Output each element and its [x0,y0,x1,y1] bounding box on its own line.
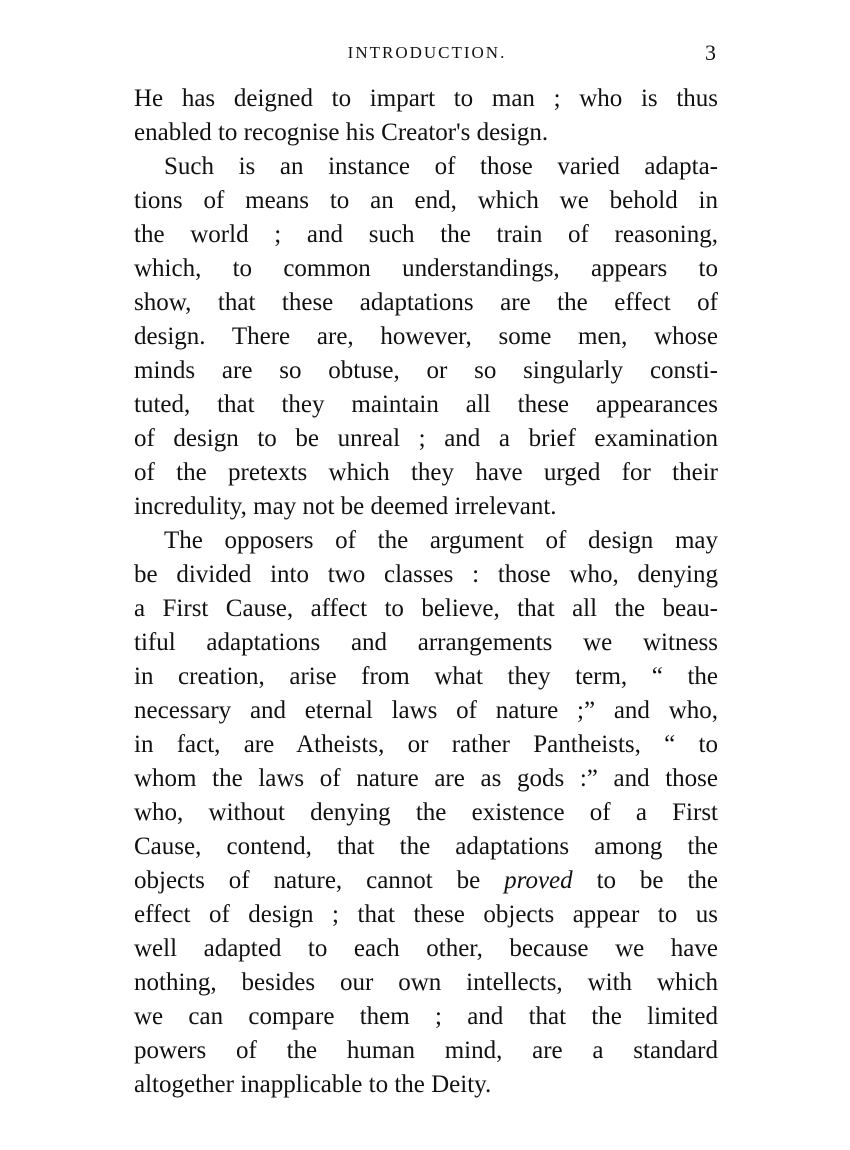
text-line: Cause, contend, that the adaptations among the [134,833,718,860]
text-line: the world ; and such the train of reasoning, [134,221,718,248]
text-line: altogether inapplicable to the Deity. [134,1071,492,1098]
text-line: effect of design ; that these objects appear to us [134,901,718,928]
text-line: of design to be unreal ; and a brief examination [134,425,718,452]
text-line: of the pretexts which they have urged for their [134,459,718,486]
text-line: we can compare them ; and that the limited [134,1003,718,1030]
text-line: necessary and eternal laws of nature ;” and who, [134,697,718,724]
text-line: incredulity, may not be deemed irrelevant. [134,493,557,520]
text-line: tions of means to an end, which we behold in [134,187,718,214]
italic-word: proved [504,867,573,894]
paragraph-1 [134,82,718,150]
text-line: well adapted to each other, because we have [134,935,718,962]
text-line: tuted, that they maintain all these appearances [134,391,718,418]
text-line: whom the laws of nature are as gods :” and those [134,765,718,792]
text-line: Such is an instance of those varied adapta- [164,153,718,180]
text-line: The opposers of the argument of design may [164,527,718,554]
running-head [132,38,722,68]
text-line: enabled to recognise his Creator's design. [134,119,549,146]
page-number: 3 [705,40,716,65]
text-line: in fact, are Atheists, or rather Pantheists, “ to [134,731,718,758]
text-line: show, that these adaptations are the effect of [134,289,718,316]
text-segment: objects of nature, cannot be [134,867,505,894]
text-line: be divided into two classes : those who, denying [134,561,718,588]
paragraph-2 [134,150,718,524]
text-segment: to be the [572,867,718,894]
body-text [134,82,718,1102]
running-title: INTRODUCTION. [347,43,507,62]
text-line: He has deigned to impart to man ; who is thus [134,85,718,112]
text-line: design. There are, however, some men, whose [134,323,718,350]
text-line: nothing, besides our own intellects, with which [134,969,718,996]
text-line: minds are so obtuse, or so singularly consti- [134,357,718,384]
text-line: powers of the human mind, are a standard [134,1037,718,1064]
text-line-with-italic [134,864,718,898]
text-line: in creation, arise from what they term, “ the [134,663,718,690]
text-line: tiful adaptations and arrangements we witness [134,629,718,656]
text-line: who, without denying the existence of a First [134,799,718,826]
paragraph-3 [134,524,718,1102]
text-line: which, to common understandings, appears to [134,255,718,282]
text-line: a First Cause, affect to believe, that all the beau- [134,595,718,622]
